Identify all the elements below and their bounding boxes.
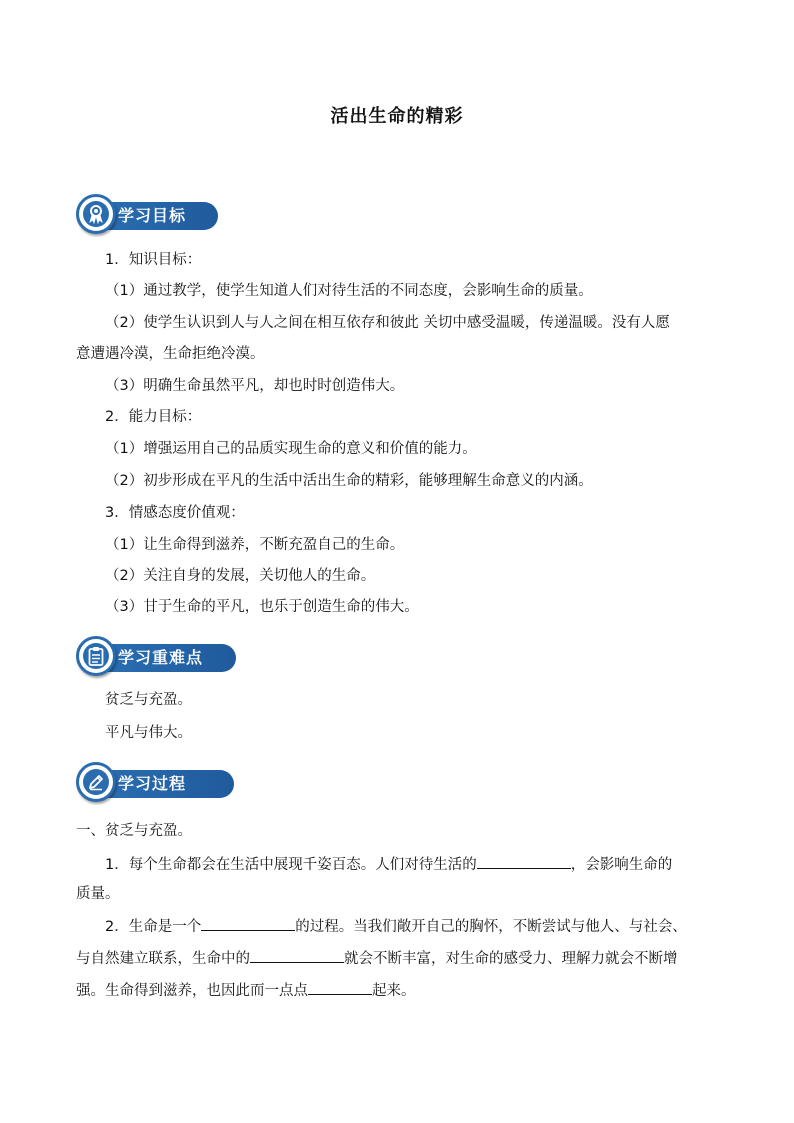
text-line: 平凡与伟大。	[105, 725, 192, 741]
section-banner-keypoints	[76, 636, 236, 676]
section-heading: 学习过程	[118, 774, 187, 793]
answer-blank[interactable]	[477, 852, 571, 869]
pencil-icon	[87, 773, 105, 791]
section-banner-process	[76, 762, 234, 802]
text-line: （2）初步形成在平凡的生活中活出生命的精彩，能够理解生命意义的内涵。	[105, 473, 593, 489]
text-line: （2）使学生认识到人与人之间在相互依存和彼此 关切中感受温暖，传递温暖。没有人愿	[105, 315, 670, 331]
text-line: （2）关注自身的发展，关切他人的生命。	[105, 568, 376, 584]
ribbon-award-icon	[87, 204, 105, 224]
text-line: 1．知识目标：	[105, 252, 202, 268]
page-title: 活出生命的精彩	[330, 106, 464, 127]
text-line: （1）让生命得到滋养，不断充盈自己的生命。	[105, 537, 405, 553]
question-text: ，会影响生命的	[570, 857, 673, 873]
question-line	[76, 978, 416, 1002]
text-line: （3）甘于生命的平凡，也乐于创造生命的伟大。	[105, 599, 419, 615]
question-text: 的过程。当我们敞开自己的胸怀，不断尝试与他人、与社会、	[295, 919, 687, 935]
question-line	[105, 852, 672, 876]
question-line	[105, 914, 687, 938]
question-text: 1．每个生命都会在生活中展现千姿百态。人们对待生活的	[105, 857, 477, 873]
question-line	[76, 946, 678, 970]
section-banner-goals	[76, 194, 218, 234]
question-text: 2．生命是一个	[105, 919, 202, 935]
question-text: 质量。	[76, 886, 120, 902]
question-text: 起来。	[372, 983, 416, 999]
section-heading: 学习目标	[118, 206, 187, 225]
question-line	[76, 883, 120, 905]
clipboard-icon	[88, 646, 104, 666]
text-line: 2．能力目标：	[105, 409, 202, 425]
question-text: 强。生命得到滋养，也因此而一点点	[76, 983, 308, 999]
text-line: 意遭遇冷漠，生命拒绝冷漠。	[76, 346, 265, 362]
section-heading: 学习重难点	[118, 648, 204, 667]
text-line: （3）明确生命虽然平凡，却也时时创造伟大。	[105, 378, 405, 394]
question-text: 就会不断丰富，对生命的感受力、理解力就会不断增	[344, 951, 678, 967]
text-line: （1）通过教学，使学生知道人们对待生活的不同态度，会影响生命的质量。	[105, 283, 593, 299]
answer-blank[interactable]	[308, 978, 372, 995]
text-line: 贫乏与充盈。	[105, 692, 192, 708]
question-text: 与自然建立联系，生命中的	[76, 951, 250, 967]
answer-blank[interactable]	[201, 914, 295, 931]
part-title: 一、贫乏与充盈。	[76, 823, 192, 839]
text-line: （1）增强运用自己的品质实现生命的意义和价值的能力。	[105, 441, 477, 457]
answer-blank[interactable]	[250, 946, 344, 963]
text-line: 3．情感态度价值观：	[105, 505, 245, 521]
